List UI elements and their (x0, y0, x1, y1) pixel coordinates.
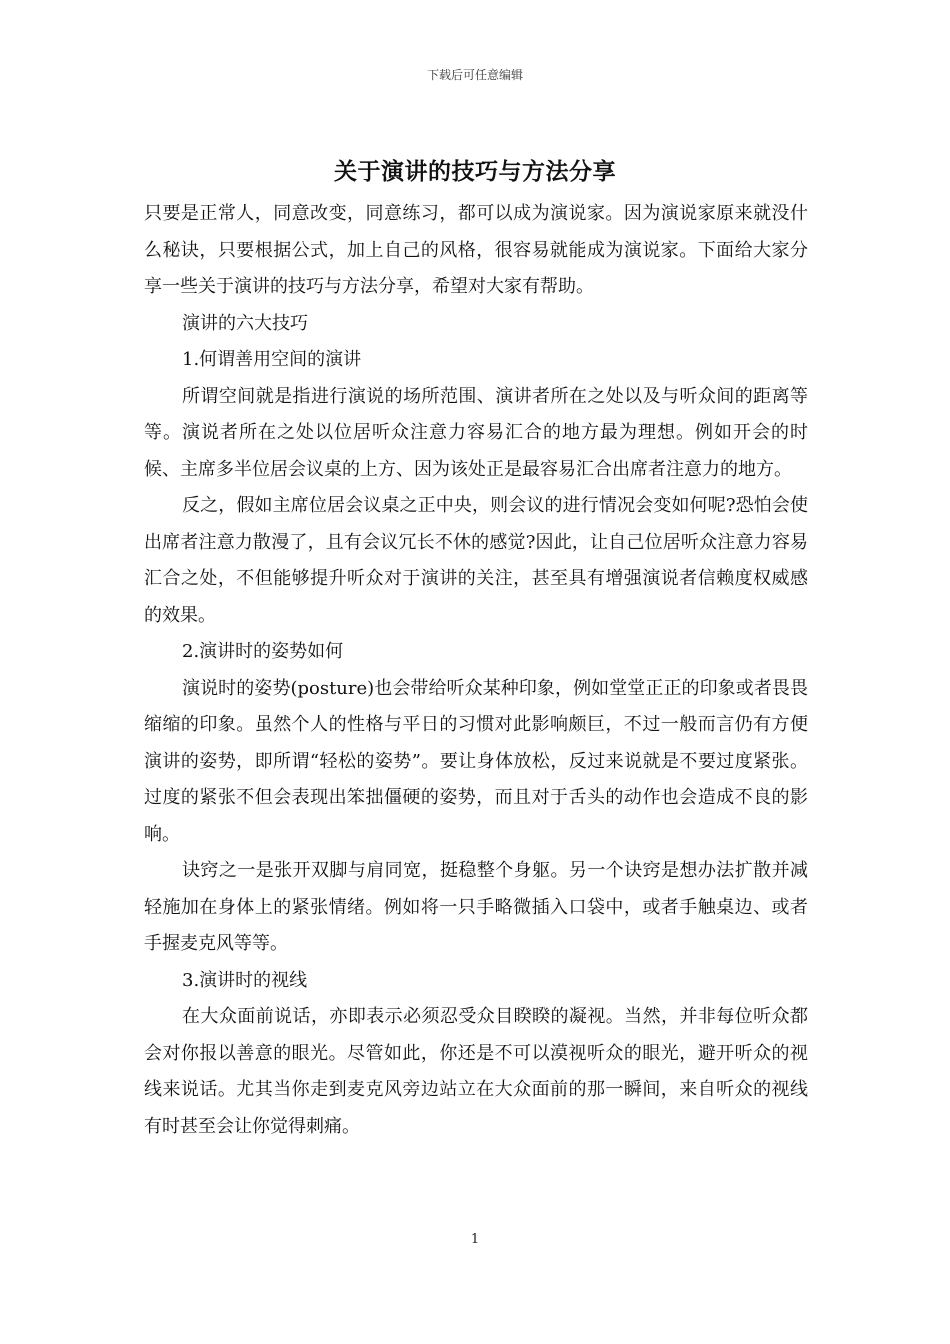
page-header: 下载后可任意编辑 (426, 68, 523, 82)
section-heading: 3.演讲时的视线 (182, 969, 308, 991)
paragraph: 只要是正常人，同意改变，同意练习，都可以成为演说家。因为演说家原来就没什么秘诀，只要根据公式，加上自己的风格，很容易就能成为演说家。下面给大家分享一些关于演讲的技巧与方法分享，希望对大家有帮助。 (144, 203, 808, 297)
paragraph: 所谓空间就是指进行演说的场所范围、演讲者所在之处以及与听众间的距离等等。演说者所在之处以位居听众注意力容易汇合的地方最为理想。例如开会的时候、主席多半位居会议桌的上方、因为该处正是最容易汇合出席者注意力的地方。 (144, 385, 808, 480)
page-number: 1 (470, 1232, 480, 1247)
document-body (144, 196, 808, 1145)
document-title: 关于演讲的技巧与方法分享 (334, 159, 616, 185)
paragraph: 反之，假如主席位居会议桌之正中央，则会议的进行情况会变如何呢?恐怕会使出席者注意力散漫了，且有会议冗长不休的感觉?因此，让自己位居听众注意力容易汇合之处，不但能够提升听众对于演讲的关注，甚至具有增强演说者信赖度权威感的效果。 (144, 495, 808, 626)
paragraph: 在大众面前说话，亦即表示必须忍受众目睽睽的凝视。当然，并非每位听众都会对你报以善意的眼光。尽管如此，你还是不可以漠视听众的眼光，避开听众的视线来说话。尤其当你走到麦克风旁边站立在大众面前的那一瞬间，来自听众的视线有时甚至会让你觉得刺痛。 (144, 1006, 808, 1137)
section-heading: 1.何谓善用空间的演讲 (182, 349, 362, 370)
section-heading: 2.演讲时的姿势如何 (182, 641, 344, 662)
paragraph: 演讲的六大技巧 (182, 312, 308, 334)
paragraph: 演说时的姿势(posture)也会带给听众某种印象，例如堂堂正正的印象或者畏畏缩缩的印象。虽然个人的性格与平日的习惯对此影响颇巨，不过一般而言仍有方便演讲的姿势，即所谓“轻松的姿势”。要让身体放松，反过来说就是不要过度紧张。过度的紧张不但会表现出笨拙僵硬的姿势，而且对于舌头的动作也会造成不良的影响。 (144, 677, 808, 845)
paragraph: 诀窍之一是张开双脚与肩同宽，挺稳整个身躯。另一个诀窍是想办法扩散并减轻施加在身体上的紧张情绪。例如将一只手略微插入口袋中，或者手触桌边、或者手握麦克风等等。 (144, 860, 808, 954)
